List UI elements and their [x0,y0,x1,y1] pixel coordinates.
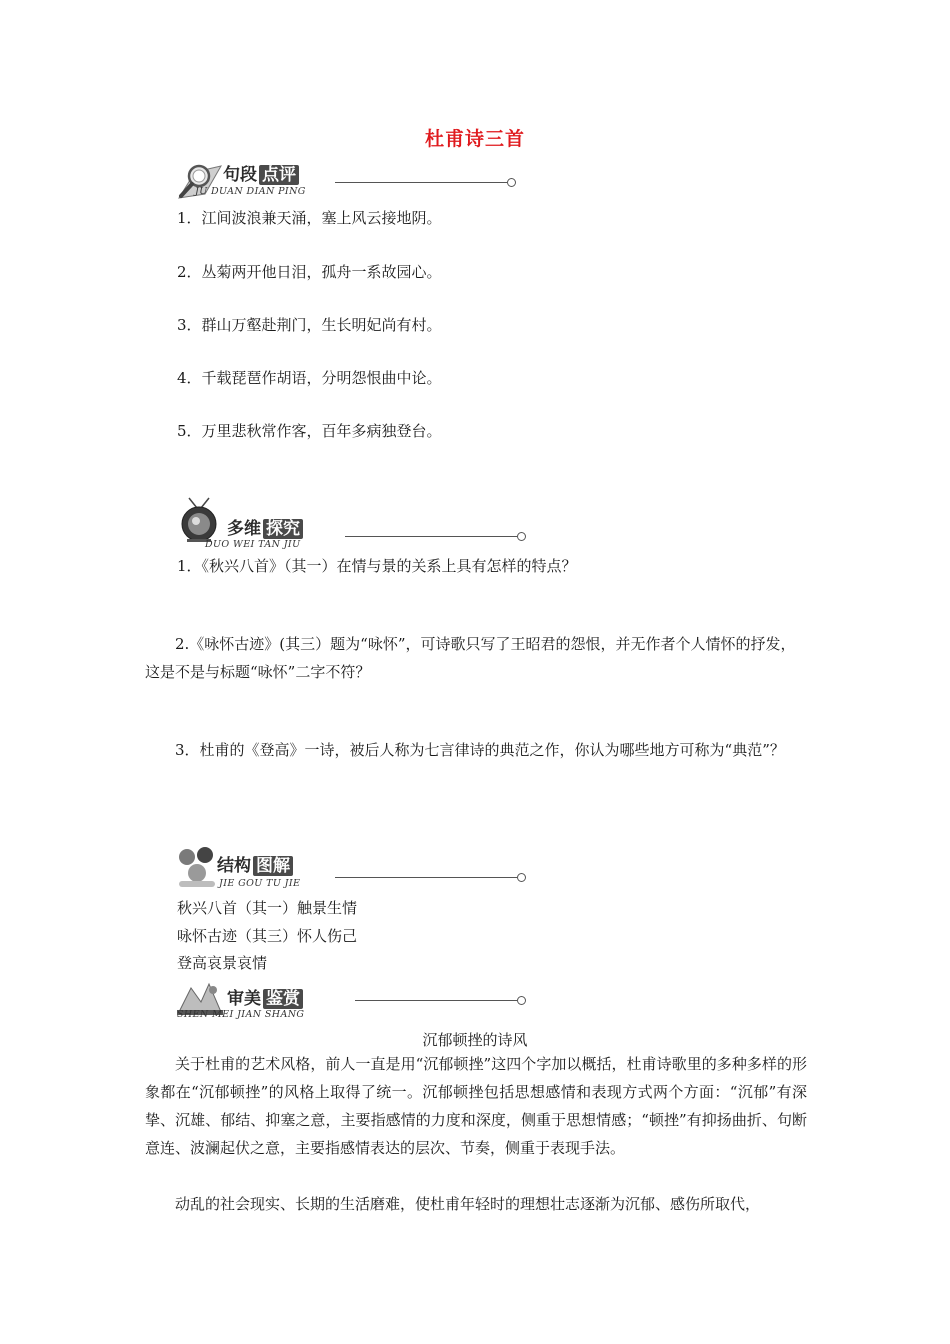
divider-end-circle [517,532,526,541]
structure-item: 咏怀古迹（其三）怀人伤己 [177,927,358,945]
section-header-jiegou [175,845,535,891]
essay-paragraph-1: 关于杜甫的艺术风格，前人一直是用“沉郁顿挫”这四个字加以概括，杜甫诗歌里的多种多样的形象都在“沉郁顿挫”的风格上取得了统一。沉郁顿挫包括思想感情和表现方式两个方面：“沉郁”有深挚、沉雄、郁结、抑塞之意，主要指感情的力度和深度，侧重于思想情感；“顿挫”有抑扬曲折、句断意连、波澜起伏之意，主要指感情表达的层次、节奏，侧重于表现手法。 [145,1055,807,1157]
section-subtitle-en: JIE GOU TU JIE [219,878,301,889]
essay-paragraph-2: 动乱的社会现实、长期的生活磨难，使杜甫年轻时的理想壮志逐渐为沉郁、感伤所取代， [175,1195,761,1213]
divider-end-circle [507,178,516,187]
divider [355,1000,517,1001]
people-icon [175,845,221,889]
section-title-boxed: 鉴赏 [263,989,303,1009]
section-subtitle-en: JU DUAN DIAN PING [195,186,306,197]
section-title-plain: 多维 [227,519,261,539]
section-header-judian [175,158,520,204]
section-title-plain: 句段 [223,165,257,185]
structure-item: 秋兴八首（其一）触景生情 [177,899,358,917]
section-header-shenmei [175,978,535,1024]
section-title-boxed: 图解 [253,856,293,876]
section-title-boxed: 点评 [259,165,299,185]
question-1: 1．《秋兴八首》（其一）在情与景的关系上具有怎样的特点？ [177,557,577,575]
section-subtitle-en: SHEN MEI JIAN SHANG [177,1009,305,1020]
section-header-duowei [175,496,535,550]
divider [335,877,517,878]
list-item: 4．千载琵琶作胡语，分明怨恨曲中论。 [177,369,442,387]
structure-item: 登高哀景哀情 [177,954,268,972]
section-title-plain: 结构 [217,856,251,876]
divider-end-circle [517,996,526,1005]
section-title-plain: 审美 [227,989,261,1009]
divider [335,182,507,183]
section-title-boxed: 探究 [263,519,303,539]
question-3: 3．杜甫的《登高》一诗，被后人称为七言律诗的典范之作，你认为哪些地方可称为“典范”？ [175,741,785,759]
list-item: 3．群山万壑赴荆门，生长明妃尚有村。 [177,316,442,334]
question-2: 2.《咏怀古迹》(其三）题为“咏怀”，可诗歌只写了王昭君的怨恨，并无作者个人情怀的抒发，这是不是与标题“咏怀”二字不符？ [145,635,796,681]
essay-subtitle: 沉郁顿挫的诗风 [422,1031,528,1049]
page-title: 杜甫诗三首 [424,128,525,150]
list-item: 2．丛菊两开他日泪，孤舟一系故园心。 [177,263,442,281]
tv-icon [175,496,227,544]
section-subtitle-en: DUO WEI TAN JIU [205,539,301,550]
divider [345,536,517,537]
list-item: 1．江间波浪兼天涌，塞上风云接地阴。 [177,209,442,227]
divider-end-circle [517,873,526,882]
list-item: 5．万里悲秋常作客，百年多病独登台。 [177,422,442,440]
